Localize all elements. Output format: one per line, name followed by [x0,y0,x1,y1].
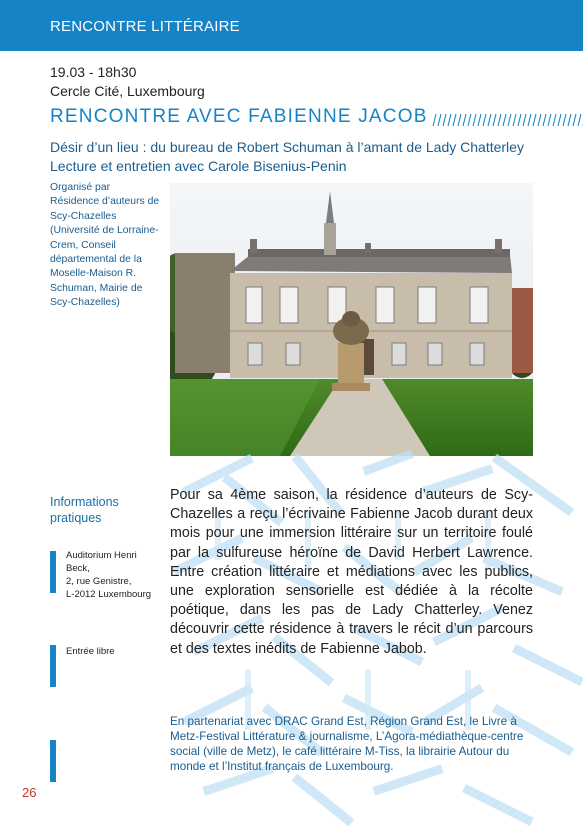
info-accent-bar [50,740,56,782]
event-title: RENCONTRE AVEC FABIENNE JACOB [50,106,428,127]
header-bar [0,0,583,51]
entry-fee: Entrée libre [66,646,115,657]
section-label: RENCONTRE LITTÉRAIRE [50,18,240,35]
address-line-3: 2, rue Genistre, [66,576,132,587]
info-heading-line-1: Informations [50,495,119,509]
page-number: 26 [22,785,37,800]
subtitle-line-1: Désir d’un lieu : du bureau de Robert Schuman à l’amant de Lady Chatterley [50,139,524,155]
hatch-decoration [432,110,583,130]
info-heading-line-2: pratiques [50,511,102,525]
event-subtitle [50,138,550,176]
info-heading [50,494,119,526]
info-accent-bar [50,551,56,593]
info-accent-bar [50,645,56,687]
address-line-2: Beck, [66,563,90,574]
venue-address [66,549,151,601]
event-date: 19.03 - 18h30 [50,64,137,80]
subtitle-line-2: Lecture et entretien avec Carole Bisenius-Penin [50,158,347,174]
event-venue: Cercle Cité, Luxembourg [50,83,205,99]
event-description: Pour sa 4ème saison, la résidence d’auteurs de Scy-Chazelles a reçu l’écrivaine Fabienne Jacob durant deux mois pour une immersion littéraire sur un territoire foulé par la sulfureuse héroïne de David Herbert Lawrence. Entre création littéraire et médiations avec les publics, une exploration sensorielle est dédiée à la récolte poétique, dans les pas de Lady Chatterley. Venez découvrir cette résidence à travers le récit d’un parcours et des textes inédits de Fabienne Jabob. [170,487,533,657]
organiser-credit: Organisé par Résidence d’auteurs de Scy-Chazelles (Université de Lorraine-Crem, Conseil départemental de la Moselle-Maison R. Schuman, Mairie de Scy-Chazelles) [50,182,160,309]
address-line-4: L-2012 Luxembourg [66,589,152,600]
address-line-1: Auditorium Henri [66,550,137,561]
partners-credit: En partenariat avec DRAC Grand Est, Région Grand Est, le Livre à Metz-Festival Littérature & journalisme, L’Agora-médiathèque-centre social (ville de Metz), le café littéraire M-Tiss, la librairie Autour du monde et l’Institut français de Luxembourg. [170,715,524,773]
house-photo [170,183,533,456]
